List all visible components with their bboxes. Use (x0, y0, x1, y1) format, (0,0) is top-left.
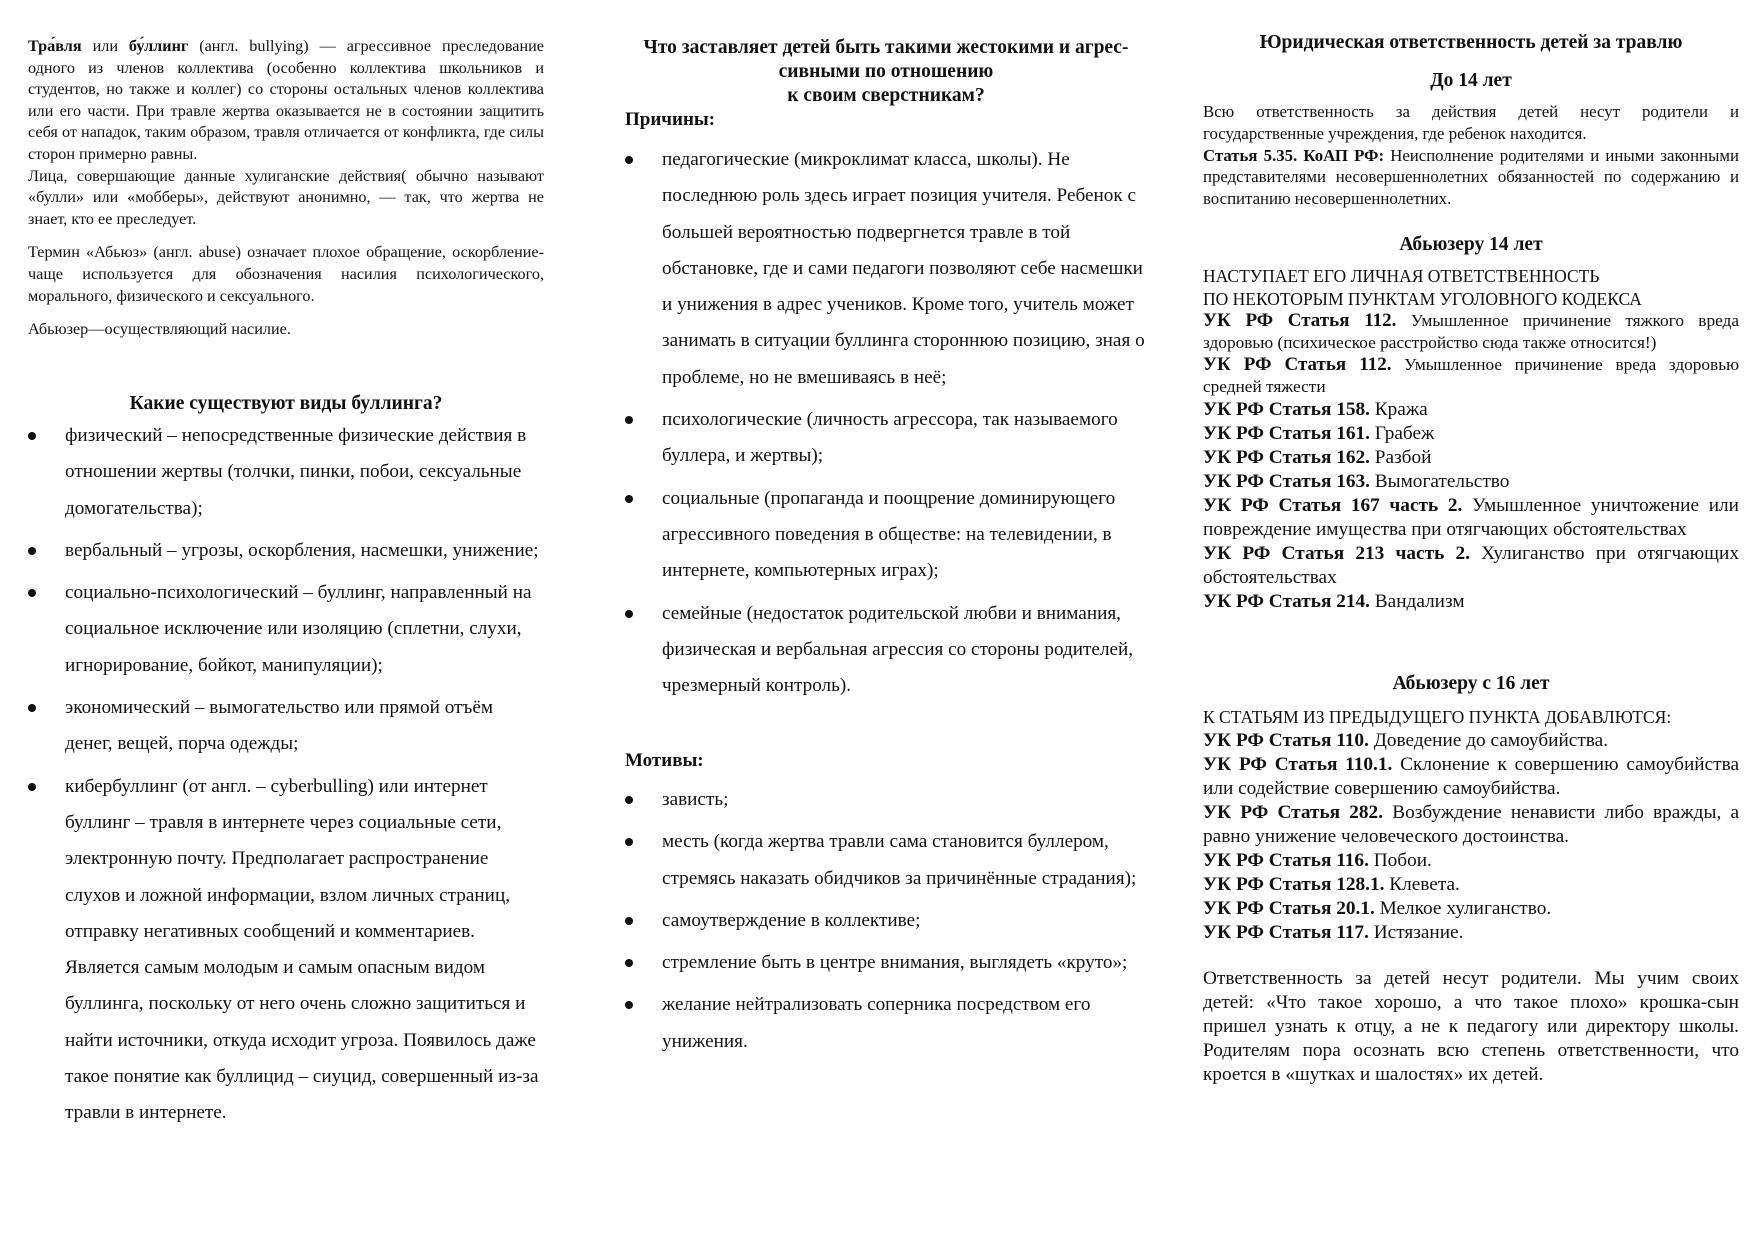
types-list (28, 418, 544, 1138)
article-item (1203, 590, 1739, 614)
bullet-icon (625, 917, 633, 925)
legal-title: Юридическая ответственность детей за травлю (1259, 32, 1683, 53)
definition-text: (англ. bullying) — агрессивное преследование одного из членов коллектива (особенно коллектива школьников и студентов, но также и коллег) со стороны остальных членов коллектива или его части. При травле жертва оказывается не в состоянии защитить себя от нападок, таким образом, травля отличается от конфликта, где силы сторон примерно равны. (28, 37, 544, 163)
article-label: УК РФ Статья 167 часть 2. (1203, 495, 1463, 516)
article-text: Возбуждение ненависти либо вражды, а равно унижение человеческого достоинства. (1203, 801, 1740, 847)
under14-heading: До 14 лет (1430, 70, 1512, 91)
article-text: Мелкое хулиганство. (1374, 897, 1552, 919)
causes-label: Причины: (625, 109, 716, 130)
article-item (1203, 446, 1739, 470)
article-item (1203, 354, 1739, 398)
bullet-icon (625, 838, 633, 846)
article-item (1203, 398, 1739, 422)
article-text: Побои. (1368, 849, 1432, 871)
bullet-icon (28, 589, 36, 597)
article-item (1203, 494, 1739, 542)
article-text: Умышленное причинение вреда здоровью средней тяжести (1203, 355, 1739, 396)
list-item: месть (когда жертва травли сама становится буллером, стремясь наказать обидчиков за причинённые страдания); (625, 824, 1147, 897)
bullet-icon (625, 1001, 633, 1009)
article-text: Разбой (1369, 447, 1432, 468)
list-item: стремление быть в центре внимания, выглядеть «круто»; (625, 945, 1147, 981)
list-item: вербальный – угрозы, оскорбления, насмешки, унижение; (28, 533, 544, 569)
list-item: социально-психологический – буллинг, направленный на социальное исключение или изоляцию (сплетни, слухи, игнорирование, бойкот, манипуляции); (28, 575, 544, 684)
bullet-icon (28, 783, 36, 791)
closing-paragraph (1203, 967, 1739, 1087)
bullet-icon (625, 610, 633, 618)
koap-article (1203, 145, 1739, 210)
article-text: Клевета. (1384, 873, 1460, 895)
bullet-icon (28, 704, 36, 712)
article-label: УК РФ Статья 163. (1203, 471, 1370, 492)
bullet-icon (625, 796, 633, 804)
bullet-icon (28, 432, 36, 440)
bullet-icon (625, 416, 633, 424)
article-label: УК РФ Статья 162. (1203, 447, 1370, 468)
article-label: УК РФ Статья 116. (1203, 849, 1369, 871)
list-item: психологические (личность агрессора, так называемого буллера, и жертвы); (625, 402, 1147, 475)
age14-block (1203, 265, 1739, 614)
article-text: Вымогательство (1369, 471, 1510, 492)
article-item (1203, 310, 1739, 354)
list-item: самоутверждение в коллективе; (625, 903, 1147, 939)
persons-paragraph: Лица, совершающие данные хулиганские действия( обычно называют «булли» или «мобберы», действуют анонимно, — так, что жертва не знает, кто ее преследует. (28, 166, 544, 228)
abuser-definition: Абьюзер—осуществляющий насилие. (28, 320, 291, 339)
article-text: Хулиганство при отягчающих обстоятельствах (1203, 543, 1739, 588)
article-item (1203, 849, 1739, 873)
article-item (1203, 542, 1739, 590)
list-item: желание нейтрализовать соперника посредством его унижения. (625, 987, 1147, 1060)
conjunction: или (81, 37, 129, 55)
article-text: Неисполнение родителями и иными законными представителями несовершеннолетних обязанностей по содержанию и воспитанию несовершеннолетних. (1203, 145, 1739, 209)
article-label: УК РФ Статья 158. (1203, 399, 1370, 420)
article-text: Истязание. (1368, 921, 1464, 943)
article-text: Умышленное уничтожение или повреждение имущества при отягчающих обстоятельствах (1203, 495, 1739, 540)
article-label: УК РФ Статья 117. (1203, 921, 1369, 943)
age16-heading: Абьюзеру с 16 лет (1392, 673, 1550, 694)
article-label: УК РФ Статья 128.1. (1203, 873, 1385, 895)
heading-line: Что заставляет детей быть такими жестокими и агрес- (643, 37, 1129, 58)
term-bulling: бу́ллинг (128, 37, 189, 55)
causes-main-heading (625, 36, 1147, 108)
article-text: Кража (1369, 399, 1428, 420)
list-item: педагогические (микроклимат класса, школы). Не последнюю роль здесь играет позиция учителя. Ребенок с большей вероятностью подвергнется травле в той обстановке, где и сами педагоги позволяют себе насмешки и унижения в адрес учеников. Кроме того, учитель может занимать в ситуации буллинга стороннюю позицию, зная о проблеме, но не вмешиваясь в неё; (625, 142, 1147, 396)
list-item: экономический – вымогательство или прямой отъём денег, вещей, порча одежды; (28, 690, 544, 763)
bullet-icon (625, 959, 633, 967)
intro-block (28, 36, 544, 341)
bullying-definition (28, 36, 544, 166)
list-item: физический – непосредственные физические действия в отношении жертвы (толчки, пинки, побои, сексуальные домогательства); (28, 418, 544, 527)
article-label: УК РФ Статья 20.1. (1203, 897, 1375, 919)
article-label: УК РФ Статья 214. (1203, 591, 1370, 612)
article-label: УК РФ Статья 282. (1203, 801, 1384, 823)
heading-line: сивными по отношению (778, 61, 994, 82)
types-heading: Какие существуют виды буллинга? (129, 393, 443, 414)
article-text: Склонение к совершению самоубийства или содействие совершению самоубийства. (1203, 753, 1740, 799)
article-label: УК РФ Статья 161. (1203, 423, 1370, 444)
article-label: УК РФ Статья 112. (1203, 310, 1397, 331)
article-item (1203, 873, 1739, 897)
caps-line: ПО НЕКОТОРЫМ ПУНКТАМ УГОЛОВНОГО КОДЕКСА (1203, 288, 1642, 309)
closing-text: Ответственность за детей несут родители. Мы учим своих детей: «Что такое хорошо, а что такое плохо» крошка-сын пришел узнать к отцу, а не к педагогу или директору школы. Родителям пора осознать всю степень ответственности, что кроется в «шутках и шалостях» их детей. (1203, 968, 1739, 1085)
age16-block (1203, 706, 1739, 945)
article-label: УК РФ Статья 213 часть 2. (1203, 543, 1470, 564)
abuse-term-paragraph: Термин «Абьюз» (англ. abuse) означает плохое обращение, оскорбление-чаще используется для обозначения насилия психологического, морального, физического и сексуального. (28, 243, 544, 305)
under14-block (1203, 101, 1739, 210)
article-text: Вандализм (1369, 591, 1465, 612)
list-item: семейные (недостаток родительской любви и внимания, физическая и вербальная агрессия со стороны родителей, чрезмерный контроль). (625, 596, 1147, 705)
under14-text: Всю ответственность за действия детей несут родители и государственные учреждения, где ребенок находится. (1203, 102, 1739, 143)
motives-list (625, 782, 1147, 1066)
causes-list (625, 142, 1147, 710)
caps-line: К СТАТЬЯМ ИЗ ПРЕДЫДУЩЕГО ПУНКТА ДОБАВЛЮТСЯ: (1203, 707, 1672, 727)
article-item (1203, 897, 1739, 921)
article-item (1203, 753, 1739, 801)
article-text: Доведение до самоубийства. (1368, 729, 1608, 751)
bullet-icon (28, 547, 36, 555)
article-label: УК РФ Статья 110.1. (1203, 753, 1393, 775)
article-label: УК РФ Статья 110. (1203, 729, 1369, 751)
article-text: Грабеж (1369, 423, 1435, 444)
heading-line: к своим сверстникам? (787, 85, 985, 106)
article-item (1203, 470, 1739, 494)
article-item (1203, 729, 1739, 753)
article-item (1203, 801, 1739, 849)
bullet-icon (625, 156, 633, 164)
article-label: Статья 5.35. КоАП РФ: (1203, 145, 1385, 165)
bullet-icon (625, 495, 633, 503)
article-text: Умышленное причинение тяжкого вреда здоровью (психическое расстройство сюда также относится!) (1203, 311, 1739, 352)
article-item (1203, 921, 1739, 945)
list-item: кибербуллинг (от англ. – cyberbulling) или интернет буллинг – травля в интернете через социальные сети, электронную почту. Предполагает распространение слухов и ложной информации, взлом личных страниц, отправку негативных сообщений и комментариев. Является самым молодым и самым опасным видом буллинга, поскольку от него очень сложно защититься и найти источники, откуда исходит угроза. Появилось даже такое понятие как буллицид – сиуцид, совершенный из-за травли в интернете. (28, 769, 544, 1132)
age14-heading: Абьюзеру 14 лет (1399, 234, 1543, 255)
list-item: зависть; (625, 782, 1147, 818)
list-item: социальные (пропаганда и поощрение доминирующего агрессивного поведения в обществе: на телевидении, в интернете, компьютерных играх); (625, 481, 1147, 590)
article-label: УК РФ Статья 112. (1203, 354, 1392, 375)
article-item (1203, 422, 1739, 446)
term-travlya: Тра́вля (28, 37, 82, 55)
motives-label: Мотивы: (625, 750, 704, 771)
caps-line: НАСТУПАЕТ ЕГО ЛИЧНАЯ ОТВЕТСТВЕННОСТЬ (1203, 266, 1600, 286)
